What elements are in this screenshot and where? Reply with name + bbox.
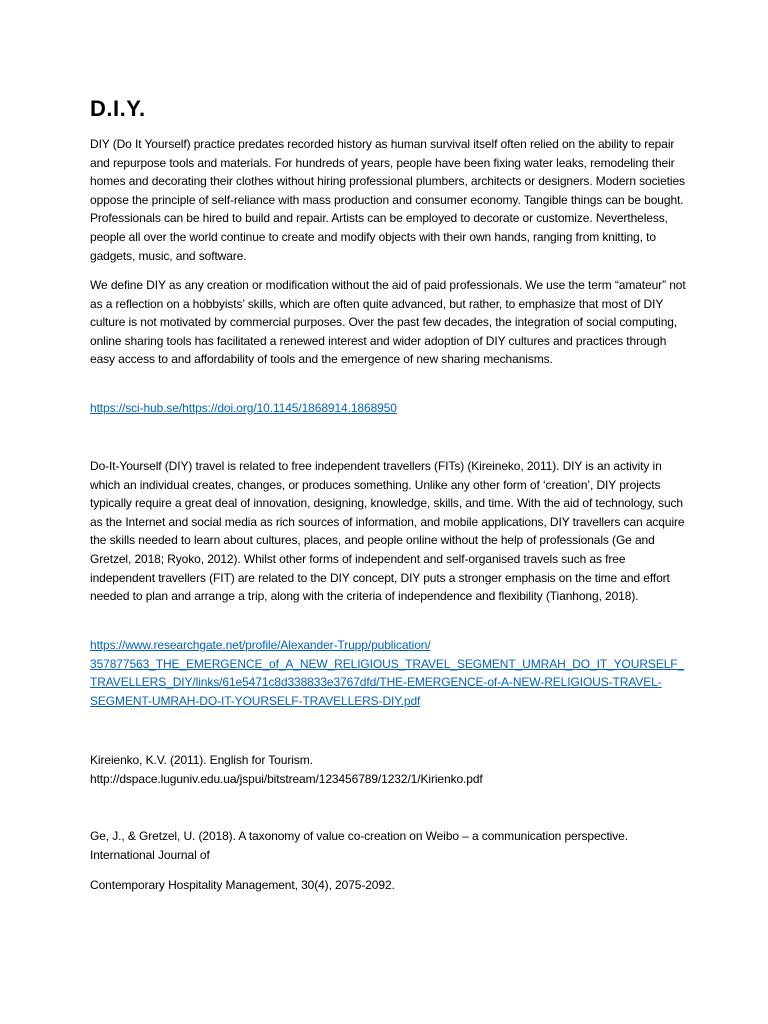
link-scihub[interactable]: https://sci-hub.se/https://doi.org/10.1145/1868914.1868950 <box>90 401 397 415</box>
reference-kireienko-title: Kireienko, K.V. (2011). English for Tourism. <box>90 753 313 767</box>
link-block-researchgate <box>90 636 690 710</box>
reference-kireienko <box>90 751 690 788</box>
reference-kireienko-url: http://dspace.luguniv.edu.ua/jspui/bitstream/123456789/1232/1/Kirienko.pdf <box>90 771 483 786</box>
paragraph-diy-definition: We define DIY as any creation or modification without the aid of paid professionals. We use the term “amateur” not as a reflection on a hobbyists’ skills, which are often quite advanced, but rather, to emphasize that most of DIY culture is not motivated by commercial purposes. Over the past few decades, the integration of social computing, online sharing tools has facilitated a renewed interest and wider adoption of DIY cultures and practices through easy access to and affordability of tools and the emergence of new sharing mechanisms. <box>90 278 686 367</box>
link-block-scihub <box>90 399 690 418</box>
paragraph-diy-history: DIY (Do It Yourself) practice predates recorded history as human survival itself often relied on the ability to repair and repurpose tools and materials. For hundreds of years, people have been fixing water leaks, remodeling their homes and decorating their clothes without hiring professional plumbers, architects or designers. Modern societies oppose the principle of self-reliance with mass production and consumer economy. Tangible things can be bought. Professionals can be hired to build and repair. Artists can be employed to decorate or customize. Nevertheless, people all over the world continue to create and modify objects with their own hands, ranging from knitting, to gadgets, music, and software. <box>90 137 685 263</box>
document-title: D.I.Y. <box>90 96 146 121</box>
link-researchgate-line-2[interactable]: 357877563_THE_EMERGENCE_of_A_NEW_RELIGIOUS_TRAVEL_SEGMENT_UMRAH_DO_IT_YOURSELF_ <box>90 656 685 671</box>
reference-ge-gretzel-line-2: Contemporary Hospitality Management, 30(4), 2075-2092. <box>90 878 395 892</box>
reference-ge-gretzel-line-1: Ge, J., & Gretzel, U. (2018). A taxonomy of value co-creation on Weibo – a communication perspective. International Journal of <box>90 829 628 862</box>
link-researchgate-line-4[interactable]: SEGMENT-UMRAH-DO-IT-YOURSELF-TRAVELLERS-DIY.pdf <box>90 693 421 708</box>
paragraph-diy-travel: Do-It-Yourself (DIY) travel is related to free independent travellers (FITs) (Kireineko, 2011). DIY is an activity in which an individual creates, changes, or produces something. Unlike any other form of ‘creation’, DIY projects typically require a great deal of innovation, designing, knowledge, skills, and time. With the aid of technology, such as the Internet and social media as rich sources of information, and mobile applications, DIY travellers can acquire the skills needed to learn about cultures, places, and people online without the help of professionals (Ge and Gretzel, 2018; Ryoko, 2012). Whilst other forms of independent and self-organised travels such as free independent travellers (FIT) are related to the DIY concept, DIY puts a stronger emphasis on the time and effort needed to plan and arrange a trip, along with the criteria of independence and flexibility (Tianhong, 2018). <box>90 459 685 604</box>
link-researchgate-line-3[interactable]: TRAVELLERS_DIY/links/61e5471c8d338833e3767dfd/THE-EMERGENCE-of-A-NEW-RELIGIOUS-TRAVEL- <box>90 675 662 690</box>
link-researchgate-line-1[interactable]: https://www.researchgate.net/profile/Alexander-Trupp/publication/ <box>90 638 431 652</box>
